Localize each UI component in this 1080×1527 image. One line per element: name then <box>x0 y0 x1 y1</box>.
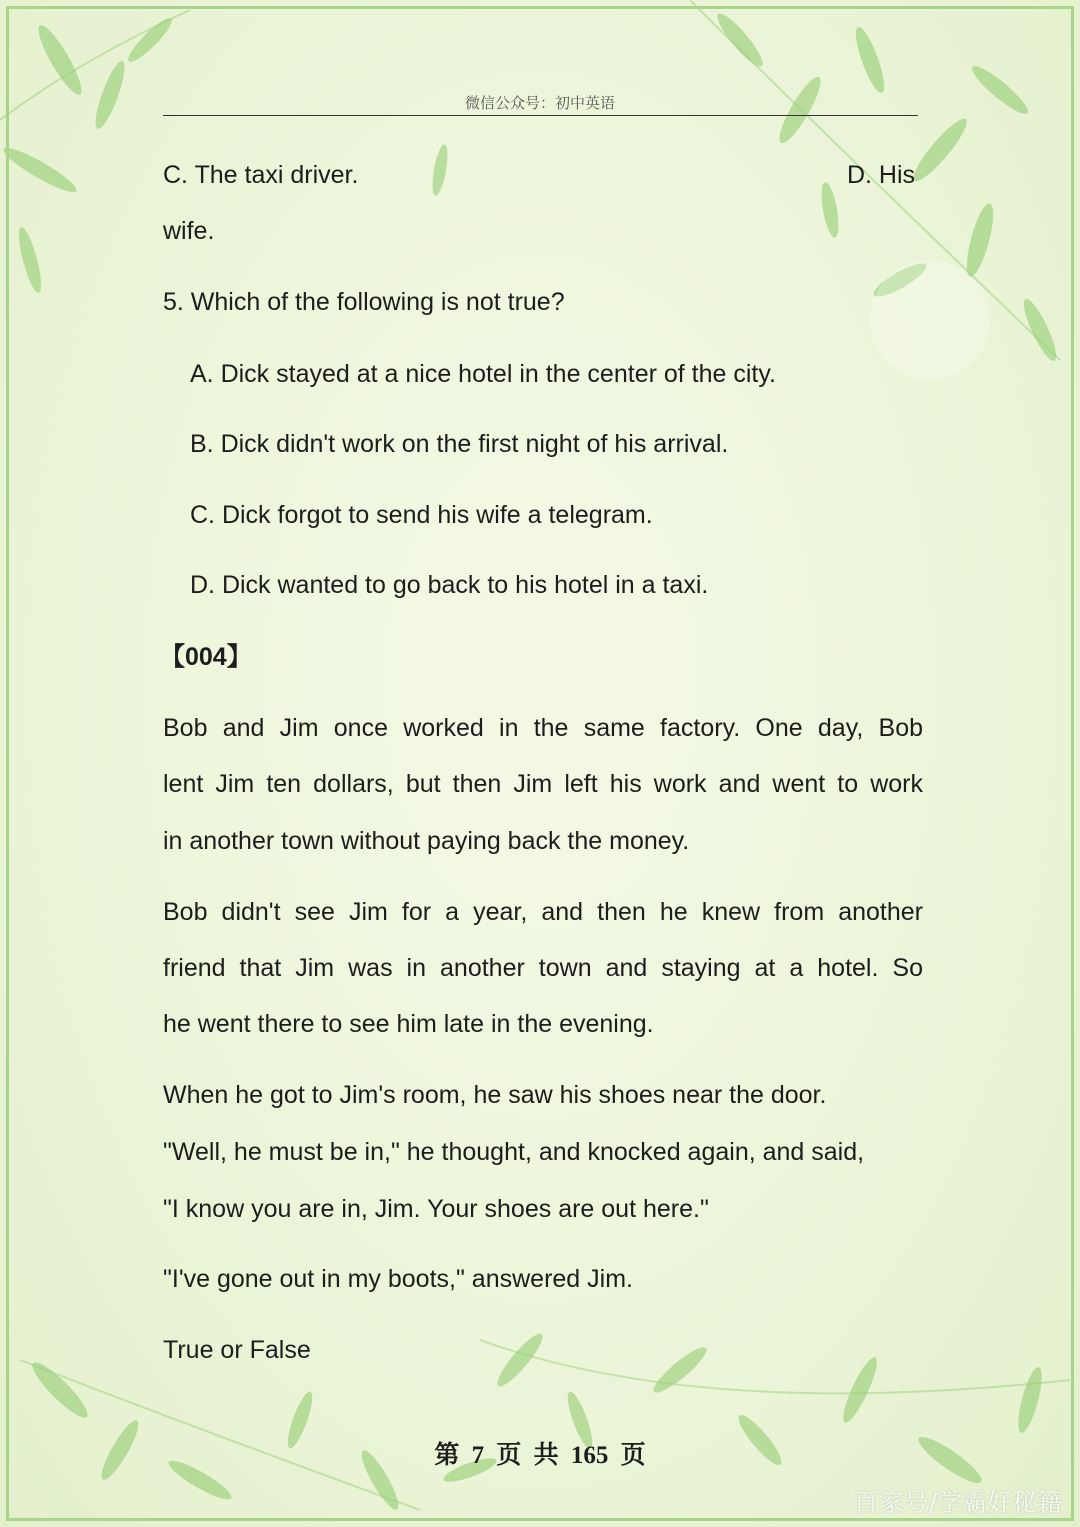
watermark: 百家号/学霸好秘籍 <box>853 1488 1062 1517</box>
passage-line: "I know you are in, Jim. Your shoes are out here." <box>163 1195 709 1223</box>
section-label: 【004】 <box>160 643 252 671</box>
option-d-his: D. His <box>846 161 915 189</box>
question-5-option-b: B. Dick didn't work on the first night of his arrival. <box>190 430 729 458</box>
passage-line: he went there to see him late in the evening. <box>163 1010 654 1038</box>
passage-line: Bob and Jim once worked in the same factory. One day, Bob <box>163 714 923 742</box>
question-5-option-c: C. Dick forgot to send his wife a telegram. <box>190 501 653 529</box>
page-footer: 第 7 页 共 165 页 <box>434 1442 646 1469</box>
page-header: 微信公众号：初中英语 <box>464 94 615 112</box>
question-5-option-a: A. Dick stayed at a nice hotel in the center of the city. <box>190 360 776 388</box>
question-5-option-d: D. Dick wanted to go back to his hotel in a taxi. <box>190 571 709 599</box>
header-rule <box>163 115 918 116</box>
option-d-wife: wife. <box>163 217 215 245</box>
passage-line: When he got to Jim's room, he saw his shoes near the door. <box>163 1081 827 1109</box>
task-label: True or False <box>163 1336 311 1364</box>
passage-line: in another town without paying back the money. <box>163 827 690 855</box>
passage-line: lent Jim ten dollars, but then Jim left his work and went to work <box>163 770 923 798</box>
option-c-taxi-driver: C. The taxi driver. <box>163 161 359 189</box>
passage-line: friend that Jim was in another town and staying at a hotel. So <box>163 954 923 982</box>
passage-line: "I've gone out in my boots," answered Jim. <box>163 1265 633 1293</box>
passage-line: Bob didn't see Jim for a year, and then he knew from another <box>163 898 923 926</box>
question-5-stem: 5. Which of the following is not true? <box>163 288 565 316</box>
passage-line: "Well, he must be in," he thought, and knocked again, and said, <box>163 1138 865 1166</box>
